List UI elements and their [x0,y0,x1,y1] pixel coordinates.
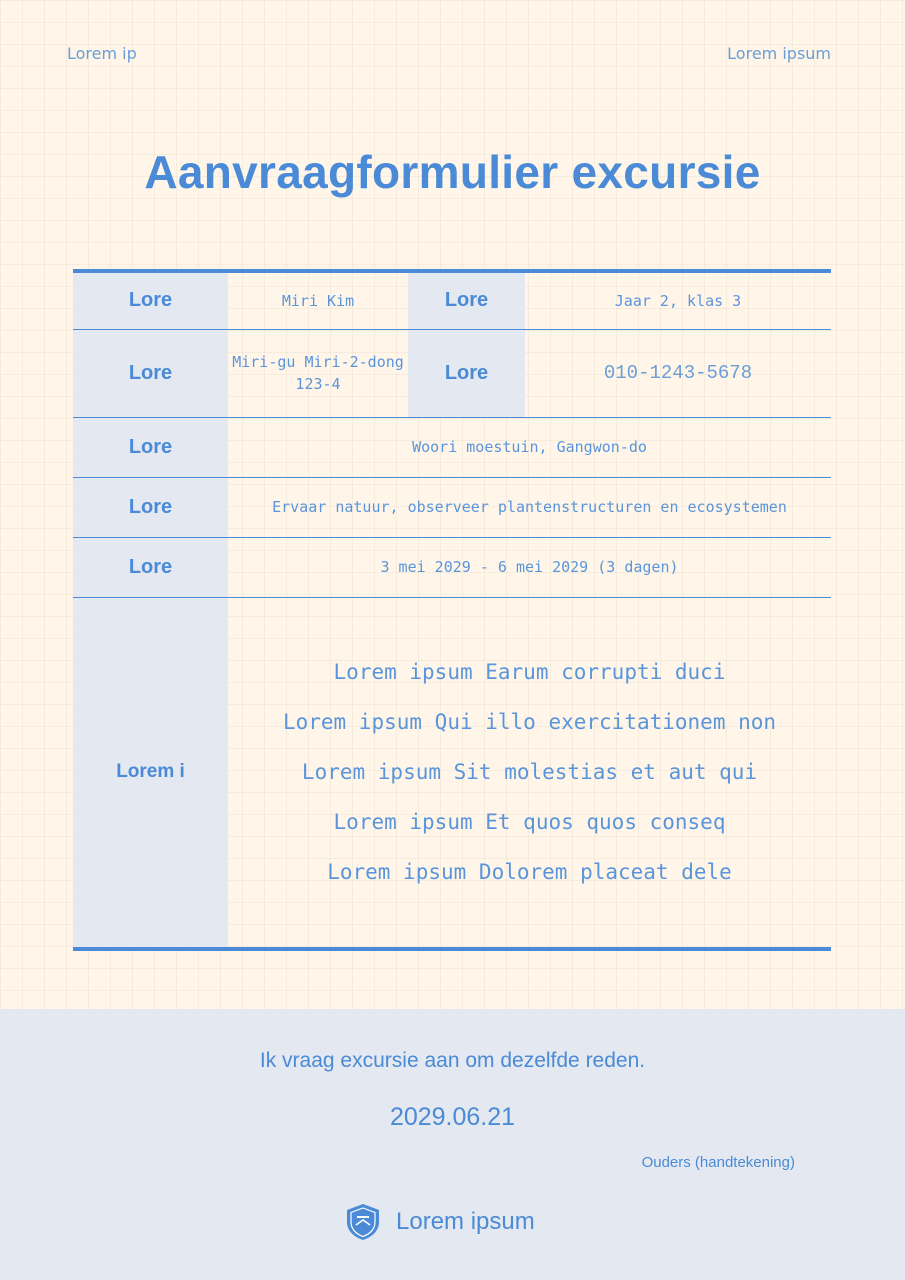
field-label: Lore [408,271,525,329]
reason-line: Lorem ipsum Et quos quos conseq [333,810,726,835]
field-label: Lore [73,329,228,417]
reason-line: Lorem ipsum Qui illo exercitationem non [282,710,777,735]
header-right-text: Lorem ipsum [727,44,831,63]
reasons-list [228,597,831,949]
period-value: 3 mei 2029 - 6 mei 2029 (3 dagen) [228,537,831,597]
address-value: Miri-gu Miri-2-dong 123-4 [228,329,408,417]
shield-logo-icon [345,1203,381,1241]
field-label: Lore [408,329,525,417]
footer-date: 2029.06.21 [389,1103,516,1131]
form-row [73,271,831,329]
excursion-form-table [73,269,831,951]
class-value: Jaar 2, klas 3 [525,271,831,329]
location-value: Woori moestuin, Gangwon-do [228,417,831,477]
header-left-text: Lorem ip [67,44,137,63]
form-row [73,537,831,597]
field-label: Lore [73,271,228,329]
field-label: Lore [73,537,228,597]
field-label: Lore [73,477,228,537]
phone-value: 010-1243-5678 [525,329,831,417]
footer [0,1009,905,1280]
reason-line: Lorem ipsum Sit molestias et aut qui [301,760,758,785]
signature-label: Ouders (handtekening) [641,1154,795,1171]
reason-line: Lorem ipsum Dolorem placeat dele [327,860,732,885]
name-value: Miri Kim [228,271,408,329]
purpose-value: Ervaar natuur, observeer plantenstructuren en ecosystemen [228,477,831,537]
form-row [73,477,831,537]
field-label: Lore [73,417,228,477]
form-row [73,597,831,949]
brand-name: Lorem ipsum [396,1208,535,1235]
footer-statement: Ik vraag excursie aan om dezelfde reden. [259,1049,646,1072]
form-row [73,329,831,417]
page-title: Aanvraagformulier excursie [144,146,761,198]
brand [345,1203,535,1241]
reason-line: Lorem ipsum Earum corrupti duci [333,660,726,685]
form-row [73,417,831,477]
field-label: Lorem i [73,597,228,949]
